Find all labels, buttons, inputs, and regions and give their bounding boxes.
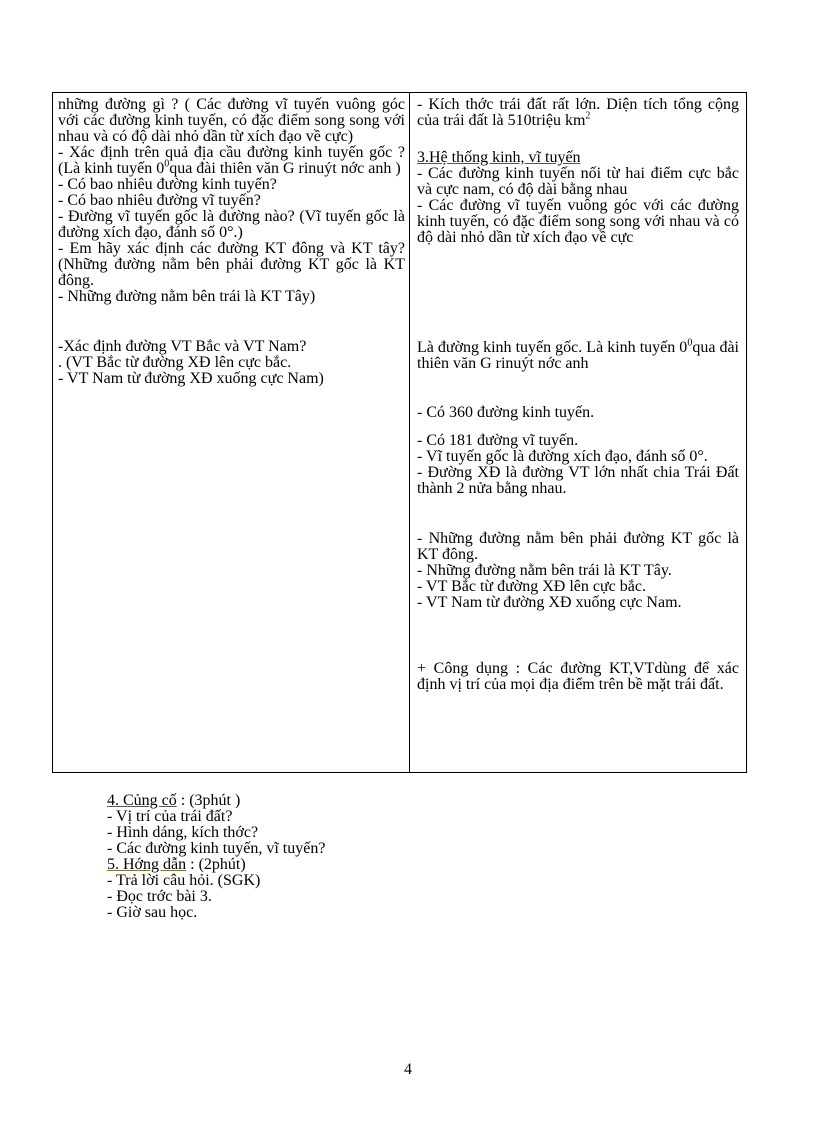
right-paragraph: - Đường XĐ là đường VT lớn nhất chia Trái Đất thành 2 nửa bằng nhau. (417, 464, 739, 497)
section-heading: 3.Hệ thống kinh, vĩ tuyến (417, 149, 581, 166)
left-paragraph: - Có bao nhiêu đường vĩ tuyến? (58, 192, 261, 209)
right-paragraph: - VT Bắc từ đường XĐ lên cực bắc. (417, 578, 646, 595)
summary-item: - Các đường kinh tuyến, vĩ tuyến? (107, 840, 326, 857)
left-paragraph: - Em hãy xác định các đường KT đông và KT tây?(Những đường nằm bên phải đường KT gốc là KT đông. (58, 240, 405, 289)
right-paragraph: - Các đường kinh tuyến nối từ hai điểm cực bắc và cực nam, có độ dài bằng nhau (417, 165, 739, 198)
left-paragraph: - Những đường nằm bên trái là KT Tây) (58, 288, 316, 305)
summary-item: - Vị trí của trái đất? (107, 808, 233, 825)
content-column (417, 97, 739, 693)
left-paragraph: -Xác định đường VT Bắc và VT Nam? (58, 338, 307, 355)
section-5-heading: 5. Hớng dẫn : (2phút) (107, 856, 246, 873)
lesson-summary (107, 793, 507, 921)
teacher-activity-column (58, 97, 405, 387)
right-paragraph: + Công dụng : Các đường KT,VTdùng để xác định vị trí của mọi địa điểm trên bề mặt trái đất. (417, 660, 739, 693)
left-paragraph: - VT Nam từ đường XĐ xuống cực Nam) (58, 370, 324, 387)
right-paragraph: - Có 181 đường vĩ tuyến. (417, 432, 579, 449)
right-paragraph: Là đường kinh tuyến gốc. Là kinh tuyến $0^0qua$ đài thiên văn G rinuýt nớc anh (417, 337, 740, 372)
left-paragraph: - Đường vĩ tuyến gốc là đường nào? (Vĩ tuyến gốc là đường xích đạo, đánh số 0°.) (58, 208, 405, 241)
left-paragraph: - Có bao nhiêu đường kinh tuyến? (58, 176, 277, 193)
lesson-table (52, 92, 747, 773)
right-paragraph: - Những đường nằm bên trái là KT Tây. (417, 562, 672, 579)
right-paragraph: - Vĩ tuyến gốc là đường xích đạo, đánh số 0°. (417, 448, 708, 465)
right-paragraph: - Các đường vĩ tuyến vuông góc với các đường kinh tuyến, có đặc điểm song song với nhau và có độ dài nhỏ dần từ xích đạo về cực (417, 197, 739, 246)
right-paragraph: - Kích thớc trái đất rất lớn. Diện tích tổng cộng của trái đất là 510triệu $km^2$ (417, 96, 739, 129)
left-paragraph: những đường gì ? ( Các đường vĩ tuyến vuông góc với các đường kinh tuyến, có đặc điểm song song với nhau và có độ dài nhỏ dần từ xích đạo về cực) (58, 96, 405, 145)
summary-item: - Giờ sau học. (107, 904, 198, 921)
right-paragraph: - Có 360 đường kinh tuyến. (417, 404, 595, 421)
right-paragraph: - Những đường nằm bên phải đường KT gốc là KT đông. (417, 530, 739, 563)
section-4-heading: 4. Củng cố : (3phút ) (107, 792, 241, 809)
page-number: 4 (404, 1061, 412, 1078)
summary-item: - Hình dáng, kích thớc? (107, 824, 259, 841)
right-paragraph: - VT Nam từ đường XĐ xuống cực Nam. (417, 594, 682, 611)
left-paragraph: - Xác định trên quả địa cầu đường kinh tuyến gốc ?(Là kinh tuyến $0^0qua$ đài thiên văn G rinuýt nớc anh ) (58, 144, 405, 177)
column-divider (409, 93, 410, 772)
summary-item: - Trả lời câu hỏi. (SGK) (107, 872, 261, 889)
summary-item: - Đọc trớc bài 3. (107, 888, 212, 905)
left-paragraph: . (VT Bắc từ đường XĐ lên cực bắc. (58, 354, 292, 371)
